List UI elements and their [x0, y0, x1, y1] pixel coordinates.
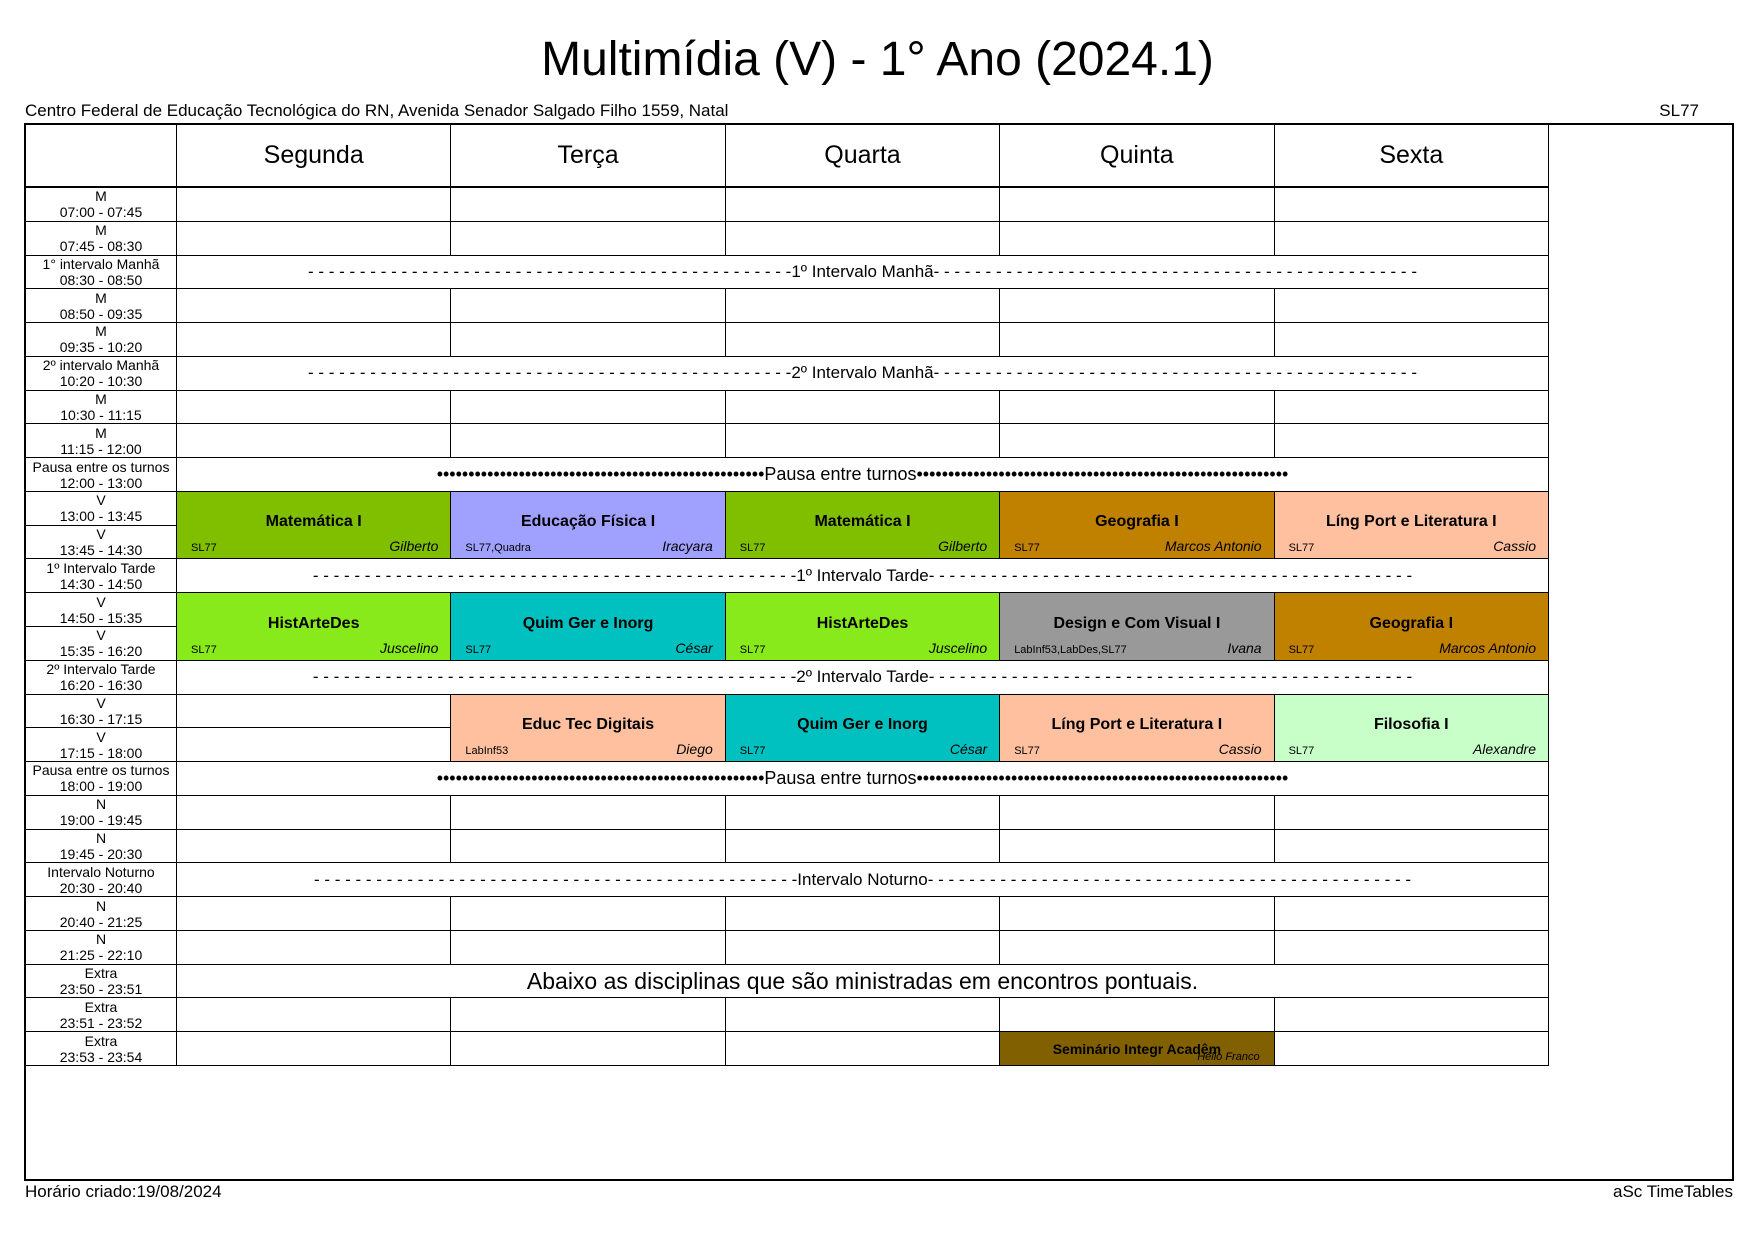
- lesson-room: SL77: [191, 643, 217, 656]
- period-name: Pausa entre os turnos: [32, 762, 170, 779]
- interval-band: [177, 661, 1549, 695]
- period-name: M: [95, 424, 107, 441]
- extra-note: [177, 965, 1549, 999]
- day-label: Terça: [557, 141, 619, 169]
- empty-slot[interactable]: [1275, 897, 1549, 931]
- lesson-teacher: Cassio: [1218, 741, 1262, 758]
- interval-band: [177, 256, 1549, 290]
- empty-slot[interactable]: [177, 728, 451, 762]
- period-time: 14:30 - 14:50: [59, 575, 143, 592]
- lesson-room: SL77: [191, 542, 217, 555]
- empty-slot[interactable]: [726, 931, 1000, 965]
- lesson-teacher: Ivana: [1227, 639, 1262, 656]
- lesson-teacher: Juscelino: [380, 639, 439, 656]
- period-label: [26, 796, 177, 830]
- period-time: 16:20 - 16:30: [59, 677, 143, 694]
- period-time: 19:45 - 20:30: [59, 846, 143, 862]
- lesson-block[interactable]: [451, 492, 725, 560]
- lesson-room: SL77: [1014, 745, 1040, 758]
- page-title: Multimídia (V) - 1° Ano (2024.1): [541, 33, 1214, 86]
- software-credit: aSc TimeTables: [1613, 1182, 1733, 1201]
- period-time: 21:25 - 22:10: [59, 947, 143, 964]
- empty-slot[interactable]: [1000, 830, 1274, 864]
- empty-slot[interactable]: [1000, 796, 1274, 830]
- empty-slot[interactable]: [177, 188, 451, 222]
- empty-slot[interactable]: [726, 897, 1000, 931]
- empty-slot[interactable]: [177, 897, 451, 931]
- period-time: 18:00 - 19:00: [59, 778, 143, 795]
- empty-slot[interactable]: [451, 424, 725, 458]
- lesson-room: SL77,Quadra: [465, 542, 531, 555]
- lesson-teacher: Marcos Antonio: [1164, 538, 1262, 555]
- period-time: 11:15 - 12:00: [60, 440, 142, 457]
- period-name: V: [96, 728, 106, 745]
- lesson-subject: Matemática I: [814, 513, 911, 531]
- empty-slot[interactable]: [1000, 998, 1274, 1032]
- empty-slot[interactable]: [1275, 931, 1549, 965]
- empty-slot[interactable]: [1000, 931, 1274, 965]
- lesson-room: SL77: [739, 542, 766, 555]
- period-label: [26, 998, 177, 1032]
- period-name: M: [95, 289, 107, 306]
- period-label: [26, 559, 177, 593]
- band-filler: - - - - - - - - - - - - - - - - - - - - - - - - - - - - - - - - - - - - - - - - - - - - - - -: [308, 261, 792, 281]
- period-label: [26, 424, 177, 458]
- empty-slot[interactable]: [1000, 188, 1274, 222]
- empty-slot[interactable]: [726, 323, 1000, 357]
- period-name: M: [95, 222, 107, 239]
- period-time: 20:40 - 21:25: [59, 913, 143, 930]
- lesson-block[interactable]: [1275, 593, 1549, 661]
- lesson-teacher: Marcos Antonio: [1439, 639, 1536, 656]
- band-label: Pausa entre turnos: [764, 767, 917, 788]
- lesson-block[interactable]: [177, 492, 451, 560]
- empty-slot[interactable]: [451, 897, 725, 931]
- day-header-terça: [451, 125, 725, 188]
- lesson-subject: Líng Port e Literatura I: [1051, 715, 1223, 733]
- empty-slot[interactable]: [177, 998, 451, 1032]
- empty-slot[interactable]: [726, 796, 1000, 830]
- lesson-block[interactable]: [451, 695, 725, 763]
- lesson-teacher: Gilberto: [389, 538, 439, 555]
- period-label: [26, 931, 177, 965]
- period-label: [26, 627, 177, 661]
- period-time: 19:00 - 19:45: [59, 812, 143, 829]
- empty-slot[interactable]: [451, 1032, 725, 1066]
- period-name: M: [95, 188, 107, 205]
- empty-slot[interactable]: [726, 998, 1000, 1032]
- band-filler: - - - - - - - - - - - - - - - - - - - - - - - - - - - - - - - - - - - - - - - - - - - - - - -: [933, 363, 1417, 383]
- period-time: 15:35 - 16:20: [59, 643, 143, 660]
- empty-slot[interactable]: [1000, 897, 1274, 931]
- period-name: N: [95, 931, 107, 948]
- period-name: M: [95, 390, 107, 407]
- lesson-subject: HistArteDes: [267, 614, 360, 632]
- lesson-teacher: César: [949, 741, 988, 758]
- period-time: 23:50 - 23:51: [59, 981, 143, 998]
- band-label: 1º Intervalo Manhã: [791, 261, 934, 281]
- pause-band: [177, 762, 1549, 796]
- lesson-subject: Educ Tec Digitais: [521, 715, 655, 733]
- period-time: 13:00 - 13:45: [59, 508, 143, 525]
- period-name: V: [96, 627, 106, 644]
- empty-slot[interactable]: [726, 188, 1000, 222]
- period-name: V: [96, 526, 106, 543]
- empty-slot[interactable]: [726, 1032, 1000, 1066]
- period-label: [26, 222, 177, 256]
- school-address: Centro Federal de Educação Tecnológica do RN, Avenida Senador Salgado Filho 1559, Natal: [25, 101, 729, 120]
- period-label: [26, 965, 177, 999]
- period-name: 2º Intervalo Tarde: [46, 661, 156, 678]
- empty-slot[interactable]: [726, 830, 1000, 864]
- band-label: 2º Intervalo Tarde: [796, 667, 929, 687]
- period-time: 20:30 - 20:40: [59, 879, 143, 896]
- lesson-room: SL77: [1288, 643, 1315, 656]
- period-label: [26, 458, 177, 492]
- lesson-block[interactable]: [1275, 695, 1549, 763]
- empty-slot[interactable]: [1000, 323, 1274, 357]
- period-name: Extra: [84, 998, 118, 1015]
- lesson-block[interactable]: [1000, 492, 1274, 560]
- period-name: 1° intervalo Manhã: [42, 255, 160, 272]
- period-label: [26, 830, 177, 864]
- empty-slot[interactable]: [1275, 830, 1549, 864]
- empty-slot[interactable]: [1275, 289, 1549, 323]
- empty-slot[interactable]: [177, 830, 451, 864]
- empty-slot[interactable]: [1275, 323, 1549, 357]
- band-filler: - - - - - - - - - - - - - - - - - - - - - - - - - - - - - - - - - - - - - - - - - - - - - - -: [312, 565, 797, 585]
- empty-slot[interactable]: [726, 222, 1000, 256]
- period-time: 16:30 - 17:15: [59, 710, 143, 727]
- period-label: [26, 391, 177, 425]
- lesson-block[interactable]: [726, 492, 1000, 560]
- lesson-block[interactable]: [177, 593, 451, 661]
- band-filler: ••••••••••••••••••••••••••••••••••••••••••••••••••••: [436, 464, 765, 485]
- period-label: [26, 661, 177, 695]
- empty-slot[interactable]: [177, 222, 451, 256]
- period-name: M: [95, 323, 107, 340]
- empty-slot[interactable]: [1275, 1032, 1549, 1066]
- period-name: 2º intervalo Manhã: [42, 357, 160, 374]
- lesson-room: SL77: [739, 643, 766, 656]
- day-header-segunda: [177, 125, 451, 188]
- band-filler: •••••••••••••••••••••••••••••••••••••••••••••••••••••••••••: [916, 464, 1289, 485]
- lesson-room: SL77: [739, 745, 766, 758]
- day-header-quinta: [1000, 125, 1274, 188]
- empty-slot[interactable]: [1000, 391, 1274, 425]
- period-label: [26, 897, 177, 931]
- period-time: 14:50 - 15:35: [59, 609, 143, 626]
- band-label: 2º Intervalo Manhã: [791, 363, 934, 383]
- lesson-subject: Design e Com Visual I: [1053, 614, 1221, 632]
- band-label: Pausa entre turnos: [764, 464, 917, 485]
- empty-slot[interactable]: [177, 931, 451, 965]
- period-time: 10:20 - 10:30: [59, 373, 143, 390]
- day-header-quarta: [726, 125, 1000, 188]
- period-time: 10:30 - 11:15: [60, 406, 142, 423]
- band-filler: - - - - - - - - - - - - - - - - - - - - - - - - - - - - - - - - - - - - - - - - - - - - - - -: [928, 667, 1413, 687]
- empty-slot[interactable]: [451, 830, 725, 864]
- extra-lesson-block[interactable]: [1000, 1032, 1274, 1066]
- band-filler: - - - - - - - - - - - - - - - - - - - - - - - - - - - - - - - - - - - - - - - - - - - - - - -: [927, 869, 1412, 889]
- empty-slot[interactable]: [451, 289, 725, 323]
- lesson-subject: Geografia I: [1369, 614, 1454, 632]
- extra-lesson-subject: Seminário Integr Acadêm: [1052, 1040, 1222, 1057]
- period-name: Extra: [84, 1032, 118, 1049]
- corner-cell: [26, 125, 177, 188]
- period-name: V: [96, 694, 106, 711]
- period-label: [26, 289, 177, 323]
- empty-slot[interactable]: [177, 289, 451, 323]
- period-time: 07:00 - 07:45: [59, 204, 143, 221]
- lesson-room: LabInf53,LabDes,SL77: [1014, 643, 1127, 656]
- band-label: Intervalo Noturno: [797, 869, 928, 889]
- lesson-room: SL77: [1288, 542, 1315, 555]
- band-filler: - - - - - - - - - - - - - - - - - - - - - - - - - - - - - - - - - - - - - - - - - - - - - - -: [312, 667, 797, 687]
- period-name: Pausa entre os turnos: [32, 458, 170, 475]
- class-code: SL77: [1659, 101, 1699, 120]
- lesson-teacher: Cassio: [1493, 538, 1536, 555]
- day-label: Segunda: [263, 141, 364, 169]
- lesson-teacher: César: [675, 639, 713, 656]
- empty-slot[interactable]: [177, 391, 451, 425]
- band-filler: - - - - - - - - - - - - - - - - - - - - - - - - - - - - - - - - - - - - - - - - - - - - - - -: [308, 363, 792, 383]
- band-filler: - - - - - - - - - - - - - - - - - - - - - - - - - - - - - - - - - - - - - - - - - - - - - - -: [313, 869, 798, 889]
- period-time: 08:50 - 09:35: [59, 305, 143, 322]
- lesson-teacher: Juscelino: [928, 639, 988, 656]
- period-name: V: [96, 593, 106, 610]
- lesson-subject: Líng Port e Literatura I: [1325, 513, 1497, 531]
- lesson-teacher: Iracyara: [662, 538, 713, 555]
- period-label: [26, 323, 177, 357]
- period-name: N: [95, 796, 107, 813]
- period-label: [26, 492, 177, 526]
- pause-band: [177, 458, 1549, 492]
- empty-slot[interactable]: [451, 931, 725, 965]
- lesson-subject: Filosofia I: [1373, 715, 1449, 733]
- period-label: [26, 526, 177, 560]
- band-filler: •••••••••••••••••••••••••••••••••••••••••••••••••••••••••••: [916, 767, 1289, 788]
- period-name: 1º Intervalo Tarde: [46, 559, 156, 576]
- period-label: [26, 256, 177, 290]
- empty-slot[interactable]: [1275, 188, 1549, 222]
- empty-slot[interactable]: [1275, 998, 1549, 1032]
- interval-band: [177, 559, 1549, 593]
- lesson-room: SL77: [1288, 745, 1315, 758]
- empty-slot[interactable]: [1000, 424, 1274, 458]
- day-label: Quarta: [824, 141, 901, 169]
- band-filler: ••••••••••••••••••••••••••••••••••••••••••••••••••••: [436, 767, 765, 788]
- empty-slot[interactable]: [451, 796, 725, 830]
- interval-band: [177, 863, 1549, 897]
- band-label: 1º Intervalo Tarde: [796, 565, 929, 585]
- period-time: 23:51 - 23:52: [59, 1014, 143, 1031]
- empty-slot[interactable]: [1275, 796, 1549, 830]
- period-name: Intervalo Noturno: [47, 863, 155, 880]
- period-label: [26, 188, 177, 222]
- empty-slot[interactable]: [451, 391, 725, 425]
- empty-slot[interactable]: [1275, 391, 1549, 425]
- interval-band: [177, 357, 1549, 391]
- empty-slot[interactable]: [1000, 222, 1274, 256]
- lesson-subject: Geografia I: [1095, 513, 1179, 531]
- period-time: 23:53 - 23:54: [59, 1048, 143, 1065]
- lesson-room: SL77: [1014, 542, 1040, 555]
- empty-slot[interactable]: [726, 424, 1000, 458]
- period-label: [26, 357, 177, 391]
- lesson-subject: Matemática I: [265, 513, 362, 531]
- lesson-block[interactable]: [726, 593, 1000, 661]
- period-label: [26, 695, 177, 729]
- lesson-block[interactable]: [1275, 492, 1549, 560]
- lesson-subject: Educação Física I: [520, 513, 656, 531]
- period-name: V: [96, 492, 106, 509]
- period-time: 12:00 - 13:00: [59, 474, 143, 491]
- empty-slot[interactable]: [177, 424, 451, 458]
- period-label: [26, 863, 177, 897]
- extra-lesson-teacher: Hélio Franco: [1197, 1051, 1260, 1064]
- empty-slot[interactable]: [726, 289, 1000, 323]
- day-header-sexta: [1275, 125, 1549, 188]
- period-name: Extra: [84, 965, 118, 982]
- lesson-teacher: Gilberto: [938, 538, 988, 555]
- lesson-block[interactable]: [1000, 695, 1274, 763]
- period-time: 07:45 - 08:30: [59, 238, 143, 255]
- period-time: 09:35 - 10:20: [59, 339, 143, 356]
- empty-slot[interactable]: [726, 391, 1000, 425]
- empty-slot[interactable]: [1000, 289, 1274, 323]
- empty-slot[interactable]: [177, 1032, 451, 1066]
- band-filler: - - - - - - - - - - - - - - - - - - - - - - - - - - - - - - - - - - - - - - - - - - - - - - -: [928, 565, 1413, 585]
- lesson-subject: Quim Ger e Inorg: [522, 614, 654, 632]
- empty-slot[interactable]: [451, 323, 725, 357]
- lesson-room: LabInf53: [465, 745, 509, 758]
- day-label: Quinta: [1100, 141, 1174, 169]
- empty-slot[interactable]: [177, 695, 451, 729]
- empty-slot[interactable]: [177, 323, 451, 357]
- empty-slot[interactable]: [451, 222, 725, 256]
- lesson-block[interactable]: [1000, 593, 1274, 661]
- empty-slot[interactable]: [177, 796, 451, 830]
- period-time: 08:30 - 08:50: [59, 271, 143, 288]
- band-filler: - - - - - - - - - - - - - - - - - - - - - - - - - - - - - - - - - - - - - - - - - - - - - - -: [933, 261, 1417, 281]
- lesson-teacher: Alexandre: [1472, 741, 1536, 758]
- period-time: 17:15 - 18:00: [59, 744, 143, 761]
- period-name: N: [95, 897, 107, 914]
- period-time: 13:45 - 14:30: [59, 542, 143, 559]
- lesson-teacher: Diego: [676, 741, 713, 758]
- lesson-block[interactable]: [451, 593, 725, 661]
- empty-slot[interactable]: [1275, 222, 1549, 256]
- empty-slot[interactable]: [1275, 424, 1549, 458]
- empty-slot[interactable]: [451, 998, 725, 1032]
- lesson-subject: Quim Ger e Inorg: [797, 715, 928, 733]
- lesson-block[interactable]: [726, 695, 1000, 763]
- timetable-grid: [24, 123, 1734, 1181]
- period-label: [26, 728, 177, 762]
- period-name: N: [95, 830, 107, 846]
- day-label: Sexta: [1379, 141, 1444, 169]
- lesson-room: SL77: [465, 643, 492, 656]
- created-date: Horário criado:19/08/2024: [25, 1182, 222, 1201]
- period-label: [26, 762, 177, 796]
- empty-slot[interactable]: [451, 188, 725, 222]
- note-text: Abaixo as disciplinas que são ministradas em encontros pontuais.: [526, 967, 1199, 994]
- lesson-subject: HistArteDes: [816, 614, 909, 632]
- period-label: [26, 593, 177, 627]
- period-label: [26, 1032, 177, 1066]
